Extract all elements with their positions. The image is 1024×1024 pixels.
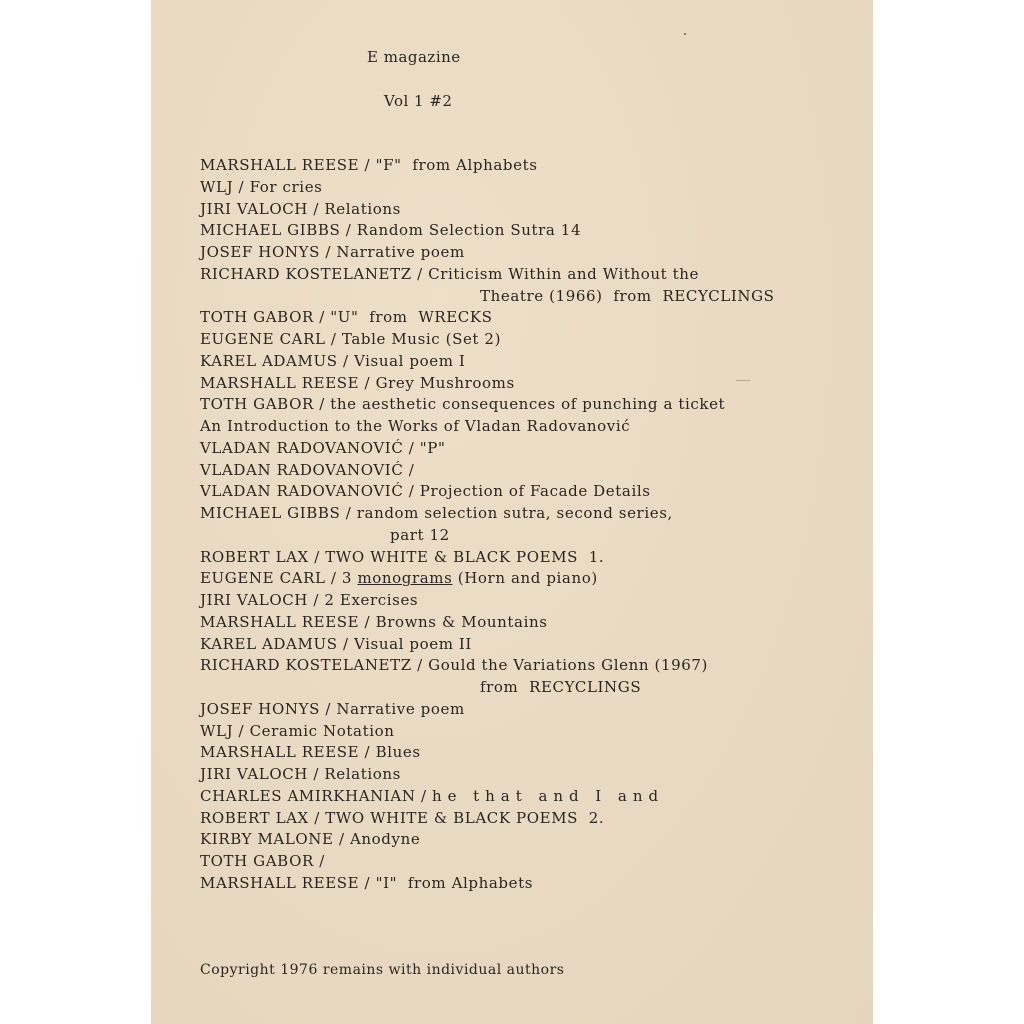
contents-entry: TOTH GABOR / <box>200 852 325 870</box>
volume-number: Vol 1 #2 <box>384 92 453 110</box>
contents-list <box>200 155 775 895</box>
contents-entry: MARSHALL REESE / Browns & Mountains <box>200 612 548 631</box>
contents-entry: EUGENE CARL / Table Music (Set 2) <box>200 330 502 348</box>
paper-speck <box>684 33 686 35</box>
contents-entry: MARSHALL REESE / Blues <box>200 743 421 762</box>
contents-entry: VLADAN RADOVANOVIĆ / "P" <box>200 438 446 457</box>
copyright-notice: Copyright 1976 remains with individual authors <box>200 962 565 978</box>
contents-entry: TOTH GABOR / "U" from WRECKS <box>200 308 493 327</box>
contents-entry: MARSHALL REESE / "F" from Alphabets <box>200 156 538 174</box>
contents-entry: CHARLES AMIRKHANIAN / h e t h a t a n d I a n d <box>200 786 659 805</box>
contents-entry: WLJ / For cries <box>200 177 323 196</box>
contents-entry: RICHARD KOSTELANETZ / Criticism Within and Without the <box>200 264 700 283</box>
magazine-title: E magazine <box>367 48 461 66</box>
entry-text: EUGENE CARL / 3 <box>200 569 358 588</box>
contents-entry: KAREL ADAMUS / Visual poem I <box>200 351 466 370</box>
contents-entry: ROBERT LAX / TWO WHITE & BLACK POEMS 1. <box>200 547 605 566</box>
contents-entry: VLADAN RADOVANOVIĆ / Projection of Facade Details <box>200 482 651 501</box>
contents-entry: RICHARD KOSTELANETZ / Gould the Variations Glenn (1967) <box>200 656 709 675</box>
contents-entry-continuation: from RECYCLINGS <box>480 678 642 696</box>
contents-entry: An Introduction to the Works of Vladan Radovanović <box>200 417 631 435</box>
contents-entry: JOSEF HONYS / Narrative poem <box>200 699 465 718</box>
magazine-page <box>151 0 873 1024</box>
contents-entry: MICHAEL GIBBS / random selection sutra, second series, <box>200 504 673 522</box>
contents-entry: TOTH GABOR / the aesthetic consequences of punching a ticket <box>200 395 726 414</box>
contents-entry: KAREL ADAMUS / Visual poem II <box>200 634 472 653</box>
entry-text: (Horn and piano) <box>452 569 598 588</box>
contents-entry-continuation: part 12 <box>390 525 450 544</box>
contents-entry: JIRI VALOCH / 2 Exercises <box>200 591 419 609</box>
contents-entry: KIRBY MALONE / Anodyne <box>200 830 421 849</box>
contents-entry: JOSEF HONYS / Narrative poem <box>200 243 465 261</box>
contents-entry: MARSHALL REESE / "I" from Alphabets <box>200 873 534 892</box>
contents-entry: ROBERT LAX / TWO WHITE & BLACK POEMS 2. <box>200 808 605 827</box>
contents-entry: JIRI VALOCH / Relations <box>200 199 401 218</box>
contents-entry: VLADAN RADOVANOVIĆ / <box>200 460 415 479</box>
contents-entry-continuation: Theatre (1966) from RECYCLINGS <box>480 286 775 305</box>
contents-entry: WLJ / Ceramic Notation <box>200 721 395 740</box>
contents-entry <box>200 568 775 590</box>
contents-entry: MICHAEL GIBBS / Random Selection Sutra 14 <box>200 221 582 240</box>
paper-speck <box>736 380 750 381</box>
contents-entry: JIRI VALOCH / Relations <box>200 765 401 783</box>
underlined-word: monograms <box>357 569 453 588</box>
contents-entry: MARSHALL REESE / Grey Mushrooms <box>200 373 515 392</box>
